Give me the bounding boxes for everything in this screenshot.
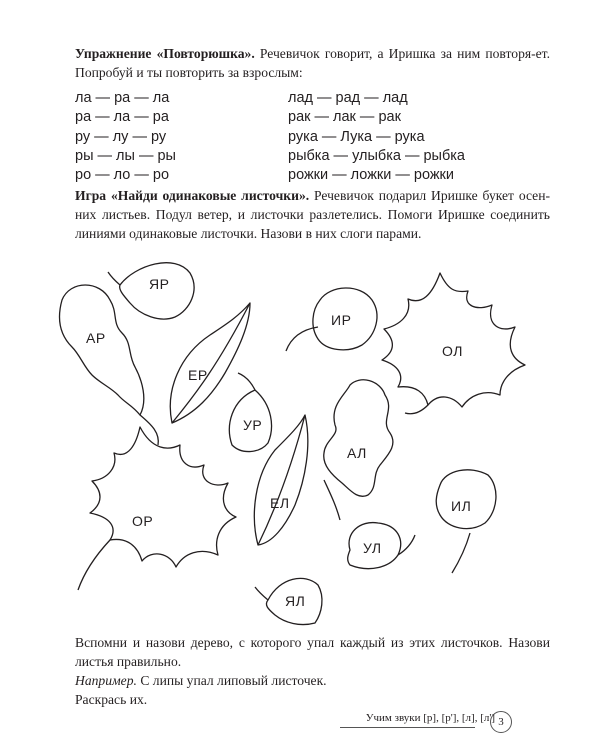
syllable-line: ры — лы — ры: [75, 147, 176, 164]
leaf-el-midrib: [258, 415, 305, 545]
leaf-or-stem: [78, 540, 110, 590]
word-line: рожки — ложки — рожки: [288, 167, 454, 184]
game-title: Игра «Найди одинаковые листочки».: [75, 188, 310, 203]
leaf-label-yar: ЯР: [149, 276, 170, 292]
leaf-label-ur: УР: [243, 417, 263, 433]
page-number: 3: [490, 711, 512, 733]
leaf-label-er: ЕР: [188, 367, 208, 383]
example-text: С липы упал липовый листочек.: [136, 673, 327, 688]
footer-divider: [340, 727, 475, 728]
footer-title: Учим звуки [р], [р'], [л], [л']: [365, 712, 495, 724]
exercise-paragraph: [75, 44, 550, 82]
syllable-line: ла — ра — ла: [75, 90, 170, 106]
example-label: Например.: [75, 673, 137, 688]
leaf-er-midrib: [172, 303, 250, 423]
word-line: рак — лак — рак: [288, 109, 401, 126]
leaf-ol-stem: [405, 405, 428, 414]
leaf-label-ul: УЛ: [363, 540, 382, 556]
leaf-label-al: АЛ: [347, 445, 367, 461]
leaf-label-or: ОР: [132, 513, 154, 529]
leaf-ir-stem: [286, 327, 318, 351]
leaf-or-outline: [90, 427, 236, 567]
syllables-right-column: [288, 89, 465, 185]
word-line: рука — Лука — рука: [288, 128, 425, 145]
leaf-label-ir: ИР: [331, 312, 352, 328]
coloring-instruction: Раскрась их.: [75, 692, 148, 707]
leaf-label-ol: ОЛ: [442, 343, 463, 359]
leaves-illustration: [0, 255, 600, 635]
exercise-title: Упражнение «Повторюшка».: [75, 46, 255, 61]
syllable-line: ру — лу — ру: [75, 128, 167, 145]
syllable-line: ро — ло — ро: [75, 167, 170, 184]
leaf-ur-stem: [238, 373, 255, 390]
syllable-line: ра — ла — ра: [75, 109, 169, 126]
leaf-er-outline: [170, 303, 250, 423]
game-paragraph: [75, 186, 550, 243]
instruction-line: Вспомни и назови дерево, с которого упал каждый из этих листочков. Назови листья правильно.: [75, 635, 550, 669]
syllables-left-column: [75, 89, 176, 185]
leaf-label-yal: ЯЛ: [285, 593, 306, 609]
leaf-al-stem: [324, 480, 340, 520]
leaf-il-stem: [452, 533, 470, 573]
leaf-al-outline: [324, 380, 393, 497]
game-text: Речевичок подарил Иришке букет осен-них листьев. Подул ветер, и листочки разлетелись. Помоги Иришке соединить линиями одинаковые листочки. Назови в них слоги парами.: [75, 188, 550, 241]
leaf-label-il: ИЛ: [451, 498, 472, 514]
word-line: лад — рад — лад: [288, 90, 408, 106]
exercise-text: Речевичок говорит, а Иришка за ним повторя-ет. Попробуй и ты повторить за взрослым:: [75, 46, 550, 80]
leaf-yal-stem: [255, 587, 268, 600]
word-line: рыбка — улыбка — рыбка: [288, 147, 465, 164]
leaf-label-ar: АР: [86, 330, 106, 346]
leaf-ol-outline: [382, 273, 525, 407]
bottom-instructions: [75, 633, 550, 709]
leaf-label-el: ЕЛ: [270, 495, 290, 511]
